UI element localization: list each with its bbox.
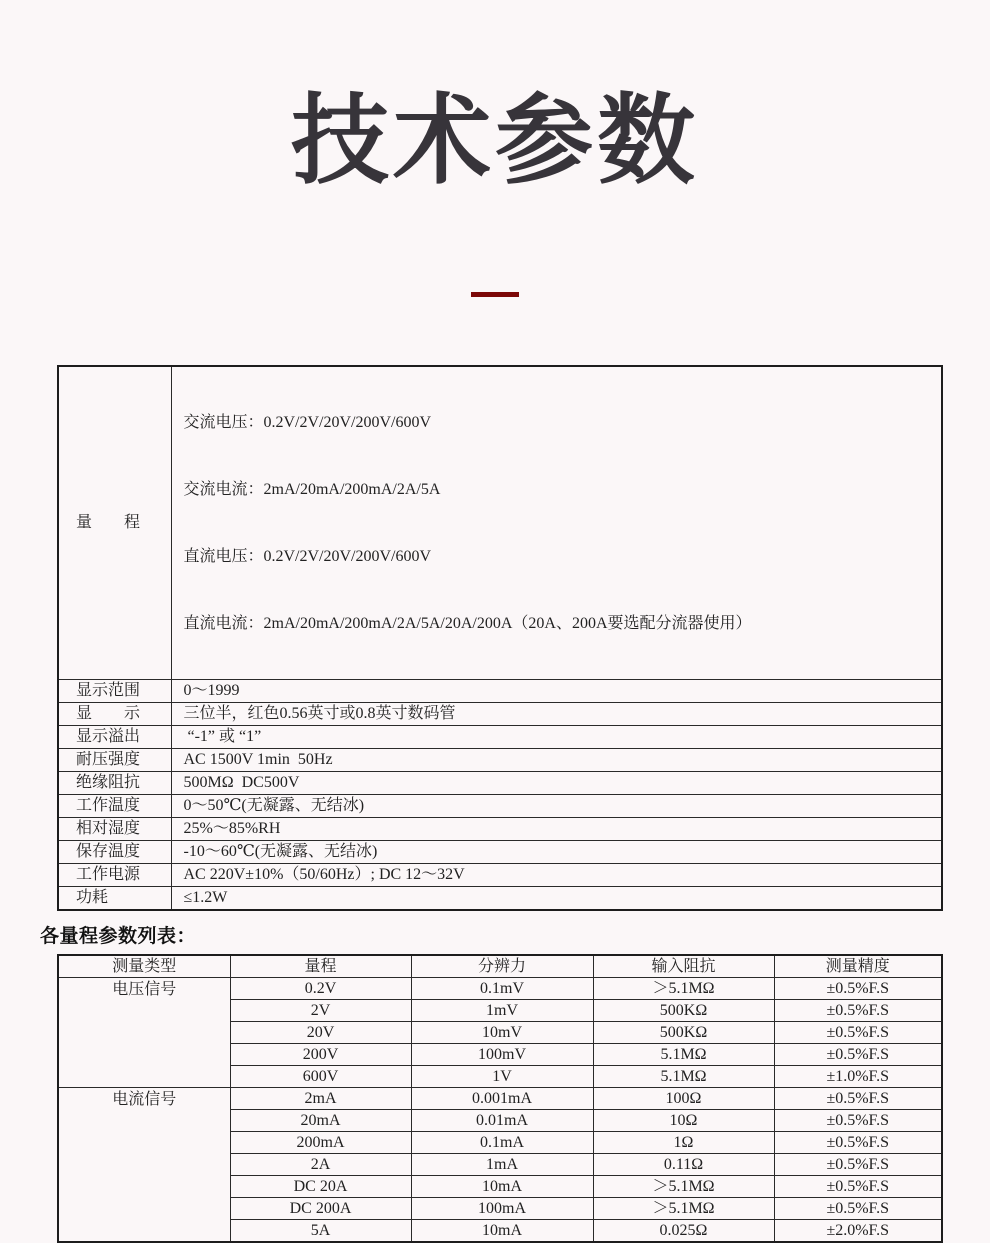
range-line-dc-voltage: 直流电压：0.2V/2V/20V/200V/600V [183, 547, 432, 565]
spec-label: 量 程 [58, 366, 171, 680]
accuracy-cell: ±0.5%F.S [774, 1131, 942, 1153]
accuracy-cell: ±0.5%F.S [774, 999, 942, 1021]
impedance-cell: 100Ω [593, 1087, 774, 1109]
table-row [58, 977, 942, 999]
impedance-cell: 0.11Ω [593, 1153, 774, 1175]
range-cell: DC 20A [230, 1175, 411, 1197]
range-cell: 20V [230, 1021, 411, 1043]
range-cell: 2V [230, 999, 411, 1021]
measure-type-cell: 电压信号 [58, 977, 230, 1087]
spec-value: 25%～85%RH [171, 817, 942, 840]
spec-value: 0～50℃(无凝露、无结冰) [171, 794, 942, 817]
spec-label: 相对湿度 [58, 817, 171, 840]
spec-value: AC 220V±10%（50/60Hz）; DC 12～32V [171, 863, 942, 886]
table-row [58, 840, 942, 863]
table-row [58, 886, 942, 910]
spec-label: 工作电源 [58, 863, 171, 886]
resolution-cell: 100mA [411, 1197, 593, 1219]
resolution-cell: 0.01mA [411, 1109, 593, 1131]
impedance-cell: 5.1MΩ [593, 1043, 774, 1065]
resolution-cell: 10mV [411, 1021, 593, 1043]
resolution-cell: 100mV [411, 1043, 593, 1065]
table-row [58, 794, 942, 817]
range-table [57, 954, 943, 1243]
resolution-cell: 1mA [411, 1153, 593, 1175]
impedance-cell: 1Ω [593, 1131, 774, 1153]
impedance-cell: ＞5.1MΩ [593, 1197, 774, 1219]
impedance-cell: ＞5.1MΩ [593, 977, 774, 999]
spec-label: 工作温度 [58, 794, 171, 817]
spec-value: ≤1.2W [171, 886, 942, 910]
range-line-dc-current: 直流电流：2mA/20mA/200mA/2A/5A/20A/200A（20A、200A要选配分流器使用） [183, 614, 752, 632]
spec-value: 0～1999 [171, 679, 942, 702]
range-cell: DC 200A [230, 1197, 411, 1219]
resolution-cell: 0.001mA [411, 1087, 593, 1109]
impedance-cell: ＞5.1MΩ [593, 1175, 774, 1197]
resolution-cell: 1V [411, 1065, 593, 1087]
impedance-cell: 0.025Ω [593, 1219, 774, 1242]
spec-value [171, 366, 942, 680]
spec-value: -10～60℃(无凝露、无结冰) [171, 840, 942, 863]
header-range: 量程 [230, 955, 411, 978]
range-cell: 200V [230, 1043, 411, 1065]
table-row [58, 863, 942, 886]
spec-value: AC 1500V 1min 50Hz [171, 748, 942, 771]
table-row [58, 748, 942, 771]
spec-label: 显示溢出 [58, 725, 171, 748]
accuracy-cell: ±0.5%F.S [774, 1109, 942, 1131]
spec-value: 三位半，红色0.56英寸或0.8英寸数码管 [171, 702, 942, 725]
resolution-cell: 10mA [411, 1219, 593, 1242]
range-cell: 200mA [230, 1131, 411, 1153]
accuracy-cell: ±0.5%F.S [774, 1087, 942, 1109]
table-row [58, 725, 942, 748]
spec-table [57, 365, 943, 911]
accuracy-cell: ±0.5%F.S [774, 1197, 942, 1219]
accuracy-cell: ±0.5%F.S [774, 1043, 942, 1065]
table-row [58, 771, 942, 794]
header-impedance: 输入阻抗 [593, 955, 774, 978]
resolution-cell: 0.1mV [411, 977, 593, 999]
range-cell: 2A [230, 1153, 411, 1175]
range-cell: 0.2V [230, 977, 411, 999]
range-line-ac-current: 交流电流：2mA/20mA/200mA/2A/5A [183, 480, 441, 498]
impedance-cell: 5.1MΩ [593, 1065, 774, 1087]
accuracy-cell: ±0.5%F.S [774, 1153, 942, 1175]
accuracy-cell: ±1.0%F.S [774, 1065, 942, 1087]
impedance-cell: 500KΩ [593, 999, 774, 1021]
impedance-cell: 500KΩ [593, 1021, 774, 1043]
spec-label: 耐压强度 [58, 748, 171, 771]
spec-label: 功耗 [58, 886, 171, 910]
range-cell: 600V [230, 1065, 411, 1087]
table-header-row [58, 955, 942, 978]
accuracy-cell: ±0.5%F.S [774, 977, 942, 999]
section-heading: 各量程参数列表： [40, 925, 197, 947]
spec-value: “-1” 或 “1” [171, 725, 942, 748]
accuracy-cell: ±2.0%F.S [774, 1219, 942, 1242]
title-divider [471, 292, 519, 297]
spec-label: 保存温度 [58, 840, 171, 863]
spec-label: 显 示 [58, 702, 171, 725]
impedance-cell: 10Ω [593, 1109, 774, 1131]
header-measure-type: 测量类型 [58, 955, 230, 978]
table-row [58, 1087, 942, 1109]
page-title: 技术参数 [290, 85, 699, 195]
table-row [58, 679, 942, 702]
measure-type-cell: 电流信号 [58, 1087, 230, 1242]
header-accuracy: 测量精度 [774, 955, 942, 978]
table-row [58, 817, 942, 840]
range-cell: 20mA [230, 1109, 411, 1131]
spec-value: 500MΩ DC500V [171, 771, 942, 794]
range-line-ac-voltage: 交流电压：0.2V/2V/20V/200V/600V [183, 413, 432, 431]
table-row [58, 366, 942, 680]
spec-label: 绝缘阻抗 [58, 771, 171, 794]
resolution-cell: 10mA [411, 1175, 593, 1197]
spec-label: 显示范围 [58, 679, 171, 702]
table-row [58, 702, 942, 725]
resolution-cell: 1mV [411, 999, 593, 1021]
accuracy-cell: ±0.5%F.S [774, 1175, 942, 1197]
range-cell: 2mA [230, 1087, 411, 1109]
header-resolution: 分辨力 [411, 955, 593, 978]
range-cell: 5A [230, 1219, 411, 1242]
accuracy-cell: ±0.5%F.S [774, 1021, 942, 1043]
resolution-cell: 0.1mA [411, 1131, 593, 1153]
